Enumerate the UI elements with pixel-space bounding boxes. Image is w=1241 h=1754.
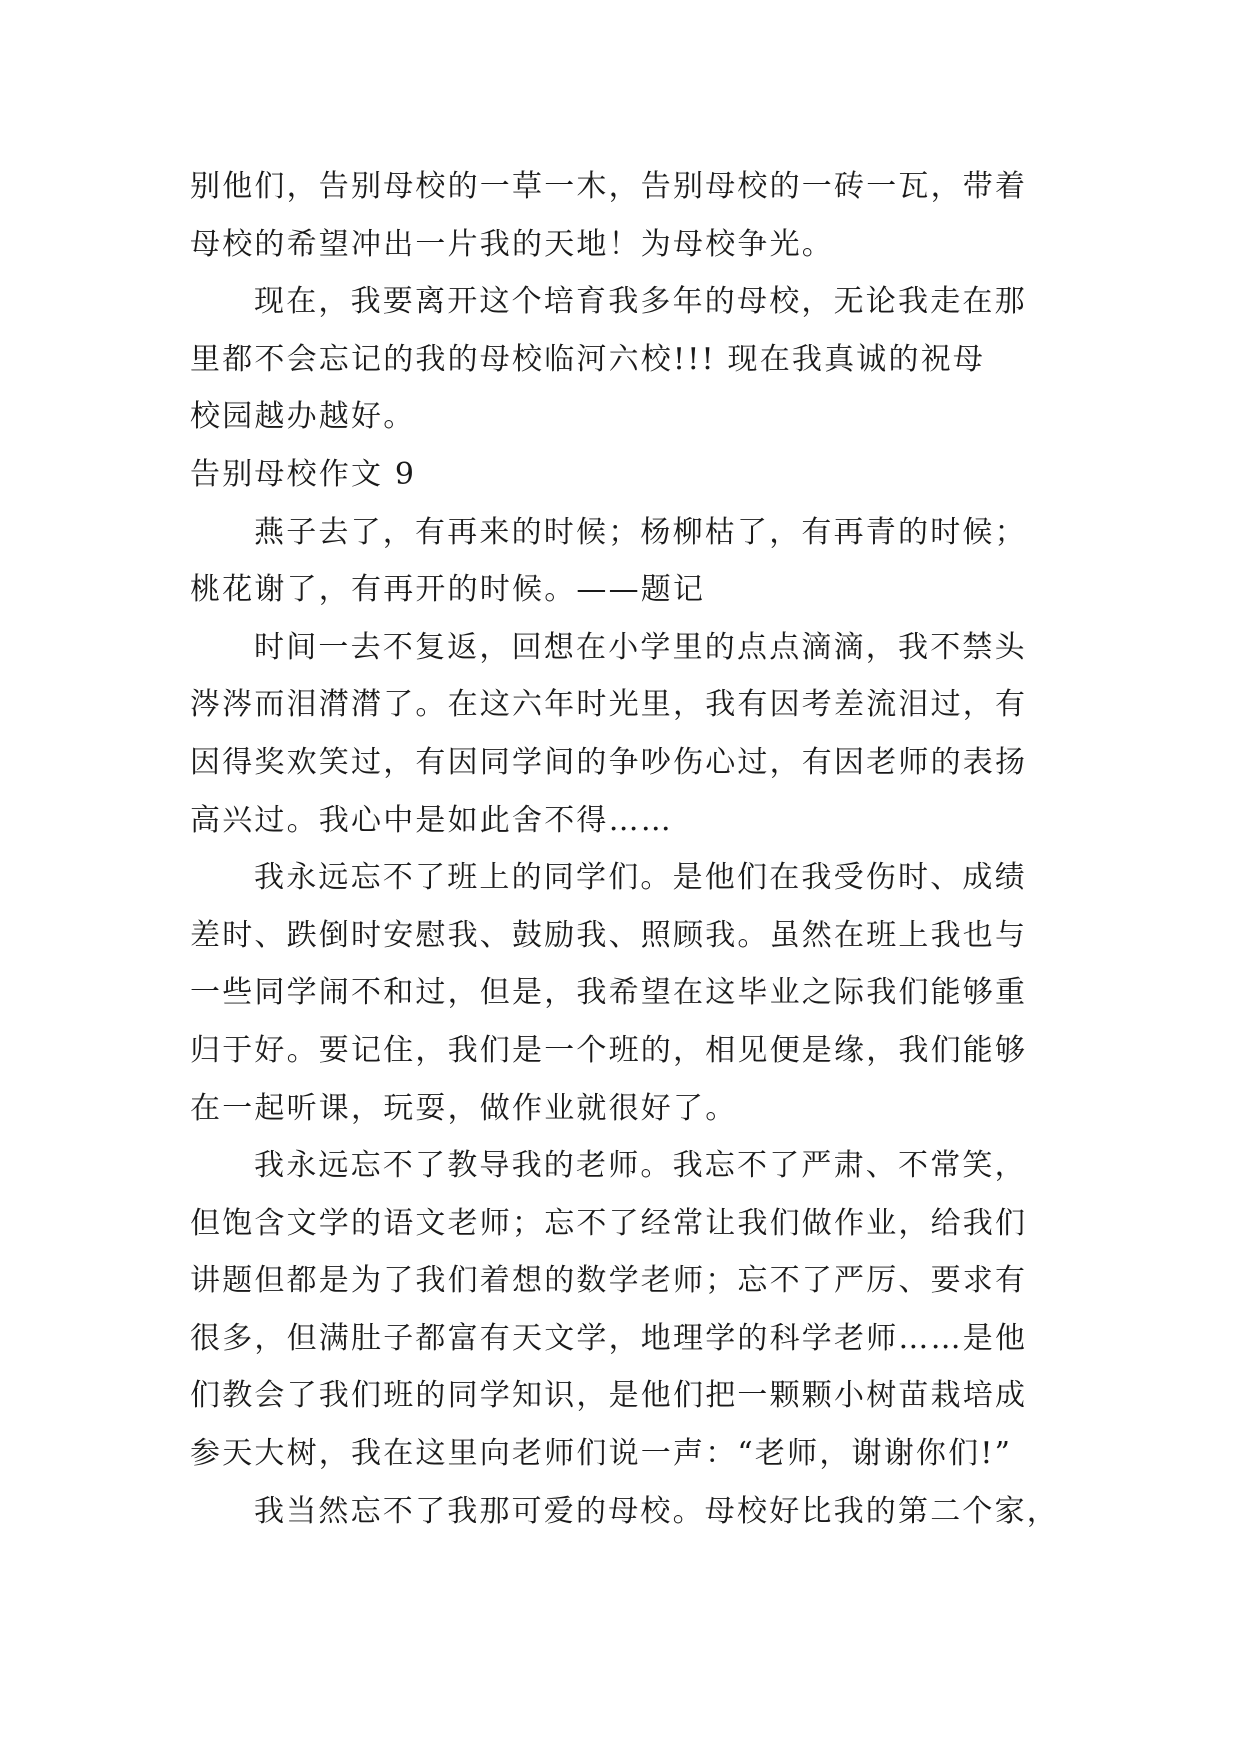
text-line: 因得奖欢笑过，有因同学间的争吵伤心过，有因老师的表扬 [190,744,1028,780]
text-line: 高兴过。我心中是如此舍不得…… [190,802,673,838]
text-line: 一些同学闹不和过，但是，我希望在这毕业之际我们能够重 [190,975,1028,1011]
text-line: 别他们，告别母校的一草一木，告别母校的一砖一瓦，带着 [190,169,1028,204]
text-line: 我永远忘不了班上的同学们。是他们在我受伤时、成绩 [254,860,1027,896]
text-line: 在一起听课，玩耍，做作业就很好了。 [190,1090,738,1126]
text-line: 现在，我要离开这个培育我多年的母校，无论我走在那 [254,284,1027,320]
text-line: 我当然忘不了我那可爱的母校。母校好比我的第二个家， [254,1493,1059,1529]
text-line: 告别母校作文 9 [190,456,417,492]
text-line: 涔涔而泪潸潸了。在这六年时光里，我有因考差流泪过，有 [190,687,1028,723]
text-line: 我永远忘不了教导我的老师。我忘不了严肃、不常笑， [254,1148,1027,1184]
text-line: 讲题但都是为了我们着想的数学老师；忘不了严厉、要求有 [190,1263,1028,1299]
text-line: 参天大树，我在这里向老师们说一声：“老师，谢谢你们!” [190,1436,1013,1472]
text-line: 但饱含文学的语文老师；忘不了经常让我们做作业，给我们 [190,1205,1028,1241]
body-text [190,158,1070,1540]
text-line: 们教会了我们班的同学知识，是他们把一颗颗小树苗栽培成 [190,1378,1028,1414]
text-line: 桃花谢了，有再开的时候。——题记 [190,572,706,608]
text-line: 归于好。要记住，我们是一个班的，相见便是缘，我们能够 [190,1032,1028,1068]
text-line: 燕子去了，有再来的时候；杨柳枯了，有再青的时候； [254,514,1027,550]
text-line: 很多，但满肚子都富有天文学，地理学的科学老师……是他 [190,1320,1028,1356]
text-line: 校园越办越好。 [190,399,416,435]
text-line: 时间一去不复返，回想在小学里的点点滴滴，我不禁头 [254,629,1027,665]
text-line: 差时、跌倒时安慰我、鼓励我、照顾我。虽然在班上我也与 [190,917,1028,953]
text-line: 母校的希望冲出一片我的天地！为母校争光。 [190,226,834,262]
text-line: 里都不会忘记的我的母校临河六校!!! 现在我真诚的祝母 [190,341,986,377]
